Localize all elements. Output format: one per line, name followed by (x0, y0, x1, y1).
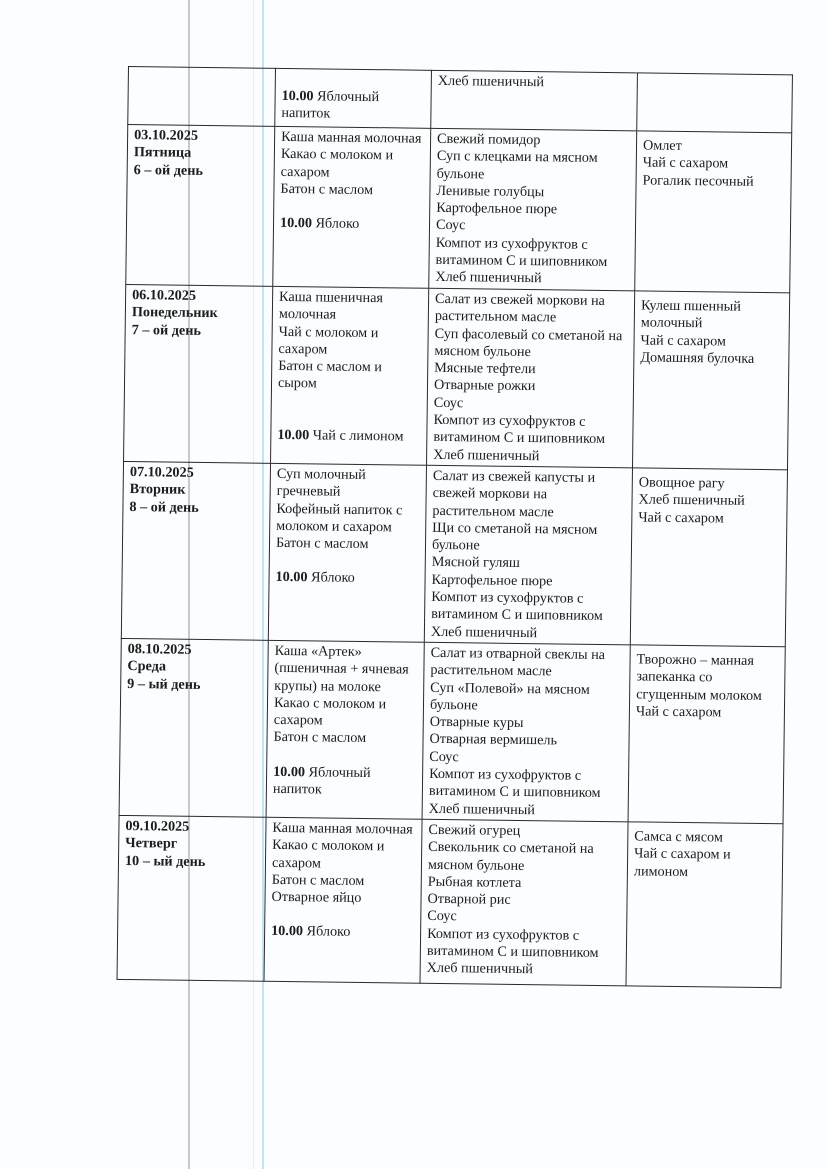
spacer (282, 71, 427, 90)
lunch-item: Хлеб пшеничный (433, 446, 540, 464)
lunch-cell (431, 70, 638, 131)
day-cell (117, 815, 266, 981)
snack-item: Яблоко (315, 215, 360, 233)
lunch-item: Соус (433, 394, 464, 412)
snack-line (271, 923, 416, 942)
breakfast-item: Каша «Артек» (пшеничная + ячневая крупы) на молоке (274, 642, 409, 695)
breakfast-cell (266, 640, 424, 819)
menu-row (124, 284, 790, 469)
breakfast-cell (264, 817, 422, 983)
afternoon-item: Чай с сахаром (638, 509, 724, 527)
spacer (280, 198, 425, 217)
afternoon-cell (628, 645, 785, 824)
lunch-item: Хлеб пшеничный (435, 269, 542, 287)
lunch-item: Ленивые голубцы (436, 182, 545, 201)
breakfast-item: Каша манная молочная (281, 128, 422, 147)
day-cell (121, 461, 270, 640)
day-weekday: Вторник (129, 481, 186, 499)
breakfast-item: Каша пшеничная молочная (278, 288, 384, 323)
lunch-cell (420, 819, 628, 986)
lunch-item: Салат из свежей моркови на растительном масле (434, 290, 605, 326)
afternoon-item: Чай с сахаром (635, 703, 722, 721)
snack-item: Яблоко (310, 569, 355, 587)
lunch-item: Мясные тефтели (434, 360, 536, 378)
day-label: 7 – ой день (131, 321, 202, 339)
breakfast-item: Чай с молоком и сахаром (278, 323, 379, 358)
breakfast-cell (268, 463, 426, 642)
snack-time: 10.00 (281, 87, 314, 105)
afternoon-cell (635, 131, 792, 293)
snack-time: 10.00 (273, 763, 306, 780)
lunch-item: Хлеб пшеничный (437, 72, 545, 91)
day-weekday: Среда (127, 658, 167, 675)
day-date: 08.10.2025 (127, 640, 192, 658)
afternoon-item: Хлеб пшеничный (638, 491, 745, 510)
lunch-item: Отварной рис (427, 890, 511, 908)
lunch-item: Салат из отварной свеклы на растительном масле (430, 644, 606, 680)
breakfast-item: Батон с маслом (275, 535, 369, 553)
day-label: 9 – ый день (127, 675, 201, 693)
spacer (277, 393, 422, 429)
afternoon-item: Кулеш пшенный молочный (640, 297, 741, 332)
day-weekday: Четверг (125, 835, 178, 852)
breakfast-item: Батон с маслом и сыром (277, 358, 383, 392)
snack-line (281, 88, 426, 124)
afternoon-item: Рогалик песочный (642, 172, 754, 190)
lunch-item: Компот из сухофруктов с витамином С и шиповником (435, 234, 608, 271)
lunch-item: Щи со сметаной на мясном бульоне (431, 519, 598, 554)
breakfast-item: Какао с молоком и сахаром (271, 837, 385, 871)
day-weekday: Понедельник (131, 304, 218, 322)
menu-row (119, 638, 785, 823)
menu-row (117, 815, 783, 987)
lunch-item: Картофельное пюре (431, 571, 553, 590)
breakfast-item: Батон с маслом (273, 729, 367, 747)
lunch-item: Компот из сухофруктов с витамином С и шиповником (428, 765, 601, 802)
lunch-item: Картофельное пюре (436, 200, 558, 218)
lunch-cell (424, 465, 632, 645)
day-date: 09.10.2025 (125, 817, 190, 835)
lunch-item: Компот из сухофруктов с витамином С и шиповником (426, 925, 599, 961)
snack-item: Яблочный напиток (281, 88, 380, 122)
lunch-item: Хлеб пшеничный (428, 800, 536, 818)
menu-row (126, 125, 792, 293)
breakfast-item: Батон с маслом (271, 871, 365, 889)
snack-item: Яблоко (306, 923, 351, 941)
snack-line (273, 764, 418, 800)
lunch-item: Отварная вермишель (429, 731, 558, 749)
day-cell (128, 67, 276, 127)
menu-row (121, 461, 787, 646)
spacer (273, 747, 418, 766)
afternoon-cell (626, 822, 783, 988)
lunch-item: Компот из сухофруктов с витамином С и шиповником (431, 588, 603, 625)
lunch-item: Салат из свежей капусты и свежей моркови на растительном масле (432, 467, 596, 520)
snack-item: Чай с лимоном (312, 427, 404, 445)
lunch-item: Суп с клецками на мясном бульоне (436, 148, 598, 183)
snack-line (275, 569, 420, 588)
breakfast-item: Суп молочный гречневый (276, 465, 366, 500)
day-label: 8 – ой день (129, 498, 199, 516)
afternoon-item: Чай с сахаром (640, 332, 727, 350)
day-label: 10 – ый день (124, 852, 206, 870)
afternoon-item: Овощное рагу (638, 474, 725, 492)
day-date: 06.10.2025 (132, 287, 197, 304)
afternoon-item: Омлет (642, 137, 682, 154)
lunch-item: Отварные куры (429, 713, 524, 732)
breakfast-item: Каша манная молочная (272, 819, 413, 838)
menu-sheet (117, 66, 793, 988)
lunch-cell (422, 642, 630, 822)
lunch-item: Отварные рожки (433, 377, 536, 395)
snack-time: 10.00 (277, 426, 310, 444)
lunch-item: Свежий огурец (428, 821, 521, 839)
lunch-cell (427, 288, 635, 468)
afternoon-item: Самса с мясом (634, 828, 723, 846)
snack-time: 10.00 (279, 215, 313, 232)
day-weekday: Пятница (133, 144, 192, 162)
snack-line (280, 215, 425, 234)
lunch-item: Мясной гуляш (431, 554, 520, 572)
snack-time: 10.00 (271, 923, 304, 940)
breakfast-cell (273, 126, 431, 288)
afternoon-item: Творожно – манная запеканка со сгущенным молоком (636, 651, 762, 704)
lunch-item: Хлеб пшеничный (426, 960, 534, 978)
day-cell (126, 125, 275, 287)
lunch-cell (429, 128, 637, 291)
afternoon-cell (637, 73, 793, 133)
afternoon-item: Чай с сахаром (642, 154, 729, 172)
breakfast-item: Батон с маслом (280, 180, 374, 198)
breakfast-item: Кофейный напиток с молоком и сахаром (276, 500, 403, 536)
lunch-item: Суп фасолевый со сметаной на мясном бульоне (434, 325, 623, 360)
day-label: 6 – ой день (133, 161, 204, 179)
breakfast-cell (275, 68, 432, 128)
lunch-item: Рыбная котлета (427, 873, 522, 891)
snack-line (277, 427, 422, 446)
day-date: 03.10.2025 (134, 127, 199, 144)
lunch-item: Соус (429, 748, 459, 765)
snack-time: 10.00 (275, 569, 308, 586)
afternoon-item: Домашняя булочка (640, 349, 755, 367)
lunch-item: Соус (435, 217, 466, 234)
lunch-item: Компот из сухофруктов с витамином С и шиповником (433, 411, 606, 448)
breakfast-cell (271, 286, 429, 465)
menu-table (117, 66, 793, 988)
menu-row (128, 67, 793, 133)
day-cell (124, 284, 273, 463)
breakfast-item: Какао с молоком и сахаром (273, 694, 387, 729)
lunch-item: Суп «Полевой» на мясном бульоне (429, 679, 590, 714)
breakfast-item: Отварное яйцо (271, 888, 362, 907)
lunch-item: Свежий помидор (437, 130, 541, 149)
lunch-item: Свекольник со сметаной на мясном бульоне (427, 839, 594, 874)
afternoon-cell (632, 291, 789, 470)
menu-table-body (117, 67, 792, 988)
breakfast-item: Какао с молоком и сахаром (280, 146, 394, 181)
snack-item: Яблочный напиток (272, 764, 371, 798)
afternoon-item: Чай с сахаром и лимоном (633, 845, 731, 880)
afternoon-cell (630, 468, 787, 647)
lunch-item: Соус (427, 908, 457, 925)
day-cell (119, 638, 268, 817)
day-date: 07.10.2025 (129, 464, 194, 481)
lunch-item: Хлеб пшеничный (430, 623, 538, 641)
spacer (276, 552, 421, 571)
spacer (271, 906, 416, 925)
